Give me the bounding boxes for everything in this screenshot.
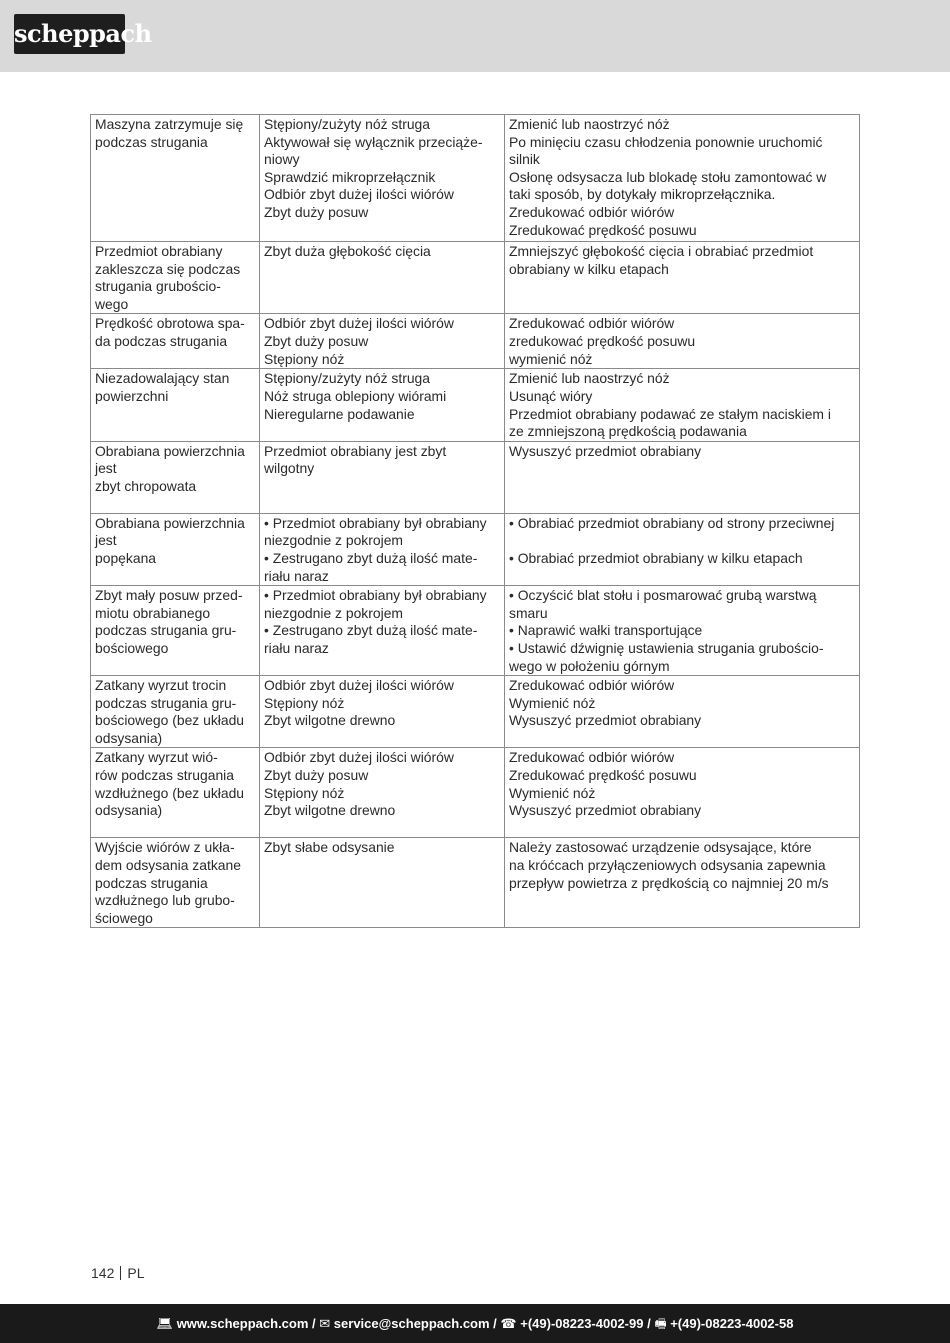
cell-line: Zredukować odbiór wiórów	[509, 677, 675, 694]
page-number-separator	[120, 1266, 121, 1280]
cell-line: popękana	[95, 549, 157, 566]
cell-line: Stępiony nóż	[264, 784, 345, 801]
cell-line	[509, 532, 855, 550]
laptop-icon: 💻︎	[156, 1316, 174, 1331]
cell-line: Prędkość obrotowa spa-	[95, 315, 245, 332]
cell-line: silnik	[509, 151, 540, 168]
cause-cell	[260, 838, 505, 928]
cell-line: zbyt chropowata	[95, 477, 197, 494]
cell-line: Nóż struga oblepiony wiórami	[264, 387, 447, 404]
cell-line: Wyjście wiórów z ukła-	[95, 839, 235, 856]
cell-line: ze zmniejszoną prędkością podawania	[509, 423, 747, 440]
cell-line: Zredukować odbiór wiórów	[509, 315, 675, 332]
table-row	[91, 838, 860, 928]
remedy-cell	[505, 441, 860, 513]
cell-line: na króćcach przyłączeniowych odsysania zapewnia	[509, 857, 826, 874]
cell-line: dem odsysania zatkane	[95, 857, 241, 874]
cell-line: Zredukować prędkość posuwu	[509, 221, 697, 238]
cell-line: Wysuszyć przedmiot obrabiany	[509, 442, 702, 459]
cell-line: strugania grubościo-	[95, 278, 221, 295]
cell-line: Przedmiot obrabiany podawać ze stałym naciskiem i	[509, 405, 831, 422]
cell-line: wego w położeniu górnym	[509, 657, 670, 674]
cell-line: da podczas strugania	[95, 332, 228, 349]
cell-line: Wymienić nóż	[509, 694, 596, 711]
cell-line: • Naprawić wałki transportujące	[509, 622, 703, 639]
page-number	[91, 1265, 144, 1281]
problem-cell	[91, 441, 260, 513]
problem-cell	[91, 676, 260, 748]
cell-line: Osłonę odsysacza lub blokadę stołu zamontować w	[509, 168, 827, 185]
cell-line: wzdłużnego lub grubo-	[95, 892, 235, 909]
cell-line: wilgotny	[264, 460, 315, 477]
cell-line: Zbyt duży posuw	[264, 332, 369, 349]
cell-line: Usunąć wióry	[509, 387, 593, 404]
table-row	[91, 586, 860, 676]
page-language: PL	[127, 1265, 145, 1281]
cell-line: Stępiony/zużyty nóż struga	[264, 370, 431, 387]
cell-line: Przedmiot obrabiany	[95, 243, 223, 259]
remedy-cell	[505, 314, 860, 369]
remedy-cell	[505, 586, 860, 676]
cell-line: Stępiony nóż	[264, 350, 345, 367]
cell-line: Zmniejszyć głębokość cięcia i obrabiać przedmiot	[509, 243, 814, 259]
cell-line: riału naraz	[264, 567, 329, 584]
remedy-cell	[505, 513, 860, 585]
cell-line: Zatkany wyrzut trocin	[95, 677, 227, 694]
cell-line: • Zestrugano zbyt dużą ilość mate-	[264, 622, 478, 639]
footer-email[interactable]: service@scheppach.com	[333, 1316, 490, 1331]
problem-cell	[91, 838, 260, 928]
phone-icon: ☎︎	[500, 1316, 517, 1331]
cell-line: Zmienić lub naostrzyć nóż	[509, 116, 670, 132]
cell-line: podczas strugania gru-	[95, 622, 237, 639]
problem-cell	[91, 314, 260, 369]
cell-line: Maszyna zatrzymuje się	[95, 116, 244, 132]
cell-line: • Obrabiać przedmiot obrabiany w kilku etapach	[509, 549, 803, 566]
cell-line: • Ustawić dźwignię ustawienia strugania grubościo-	[509, 639, 824, 656]
cell-line: rów podczas strugania	[95, 767, 234, 784]
table-row	[91, 513, 860, 585]
cell-line: Stępiony nóż	[264, 694, 345, 711]
cell-line: Obrabiana powierzchnia	[95, 442, 245, 459]
cell-line: ściowego	[95, 909, 153, 926]
cell-line: obrabiany w kilku etapach	[509, 260, 669, 277]
cause-cell	[260, 314, 505, 369]
cell-line: Zmienić lub naostrzyć nóż	[509, 370, 670, 387]
problem-cell	[91, 115, 260, 242]
cell-line: Zbyt wilgotne drewno	[264, 802, 396, 819]
page-number-value: 142	[91, 1265, 115, 1281]
remedy-cell	[505, 115, 860, 242]
cell-line: Odbiór zbyt dużej ilości wiórów	[264, 677, 454, 694]
footer-phone: +(49)-08223-4002-99	[520, 1316, 644, 1331]
problem-cell	[91, 513, 260, 585]
cell-line: Wysuszyć przedmiot obrabiany	[509, 802, 702, 819]
cell-line: odsysania)	[95, 729, 163, 746]
cell-line: Zbyt wilgotne drewno	[264, 712, 396, 729]
cell-line: • Obrabiać przedmiot obrabiany od strony przeciwnej	[509, 514, 835, 531]
remedy-cell	[505, 242, 860, 314]
remedy-cell	[505, 676, 860, 748]
cell-line: • Oczyścić blat stołu i posmarować grubą warstwą	[509, 587, 817, 604]
cause-cell	[260, 676, 505, 748]
cell-line: Zbyt mały posuw przed-	[95, 587, 243, 604]
cell-line: wymienić nóż	[509, 350, 593, 367]
cell-line: Aktywował się wyłącznik przeciąże-	[264, 133, 483, 150]
table-row	[91, 314, 860, 369]
cell-line: riału naraz	[264, 639, 329, 656]
cell-line: Wysuszyć przedmiot obrabiany	[509, 712, 702, 729]
remedy-cell	[505, 838, 860, 928]
cell-line: smaru	[509, 604, 548, 621]
cell-line: Należy zastosować urządzenie odsysające, które	[509, 839, 812, 856]
cell-line: • Przedmiot obrabiany był obrabiany	[264, 514, 487, 531]
cell-line: Obrabiana powierzchnia	[95, 514, 245, 531]
problem-cell	[91, 748, 260, 838]
cell-line: bościowego	[95, 639, 169, 656]
cell-line: zakleszcza się podczas	[95, 260, 241, 277]
cell-line: jest	[95, 460, 117, 477]
cause-cell	[260, 748, 505, 838]
cause-cell	[260, 513, 505, 585]
table-row	[91, 242, 860, 314]
cell-line: Zredukować prędkość posuwu	[509, 767, 697, 784]
cell-line: miotu obrabianego	[95, 604, 211, 621]
cell-line: • Przedmiot obrabiany był obrabiany	[264, 587, 487, 604]
problem-cell	[91, 369, 260, 441]
cell-line: zredukować prędkość posuwu	[509, 332, 696, 349]
cell-line: Zatkany wyrzut wió-	[95, 749, 218, 766]
cell-line: • Zestrugano zbyt dużą ilość mate-	[264, 549, 478, 566]
scheppach-logo: scheppach	[14, 14, 125, 54]
cause-cell	[260, 242, 505, 314]
contact-footer: 💻︎ www.scheppach.com / ✉︎ service@scheppach.com / ☎︎ +(49)-08223-4002-99 / 🖷︎ +(49)-08223-4002-58	[0, 1304, 950, 1343]
cell-line: Odbiór zbyt dużej ilości wiórów	[264, 186, 454, 203]
cell-line: podczas strugania	[95, 133, 208, 150]
cell-line: niowy	[264, 151, 300, 168]
remedy-cell	[505, 748, 860, 838]
cause-cell	[260, 369, 505, 441]
cell-line: powierzchni	[95, 387, 169, 404]
cell-line: bościowego (bez układu	[95, 712, 245, 729]
cell-line: niezgodnie z pokrojem	[264, 604, 403, 621]
cell-line: Nieregularne podawanie	[264, 405, 415, 422]
cell-line: jest	[95, 532, 117, 549]
cell-line: taki sposób, by dotykały mikroprzełącznika.	[509, 186, 776, 203]
cell-line: Stępiony/zużyty nóż struga	[264, 116, 431, 132]
fax-icon: 🖷︎	[654, 1316, 667, 1331]
mail-icon: ✉︎	[319, 1316, 331, 1331]
problem-cell	[91, 242, 260, 314]
cell-line: Zredukować odbiór wiórów	[509, 203, 675, 220]
cell-line: podczas strugania gru-	[95, 694, 237, 711]
cell-line: podczas strugania	[95, 874, 208, 891]
cell-line: Zbyt duży posuw	[264, 203, 369, 220]
cell-line: przepływ powietrza z prędkością co najmniej 20 m/s	[509, 874, 829, 891]
footer-fax: +(49)-08223-4002-58	[670, 1316, 794, 1331]
cell-line: Zbyt duży posuw	[264, 767, 369, 784]
cause-cell	[260, 441, 505, 513]
cell-line: Zbyt duża głębokość cięcia	[264, 243, 431, 259]
cell-line: Zbyt słabe odsysanie	[264, 839, 395, 856]
cell-line: Sprawdzić mikroprzełącznik	[264, 168, 436, 185]
cell-line: Niezadowalający stan	[95, 370, 230, 387]
cell-line: Po minięciu czasu chłodzenia ponownie uruchomić	[509, 133, 823, 150]
cell-line: Zredukować odbiór wiórów	[509, 749, 675, 766]
cause-cell	[260, 586, 505, 676]
footer-website[interactable]: www.scheppach.com	[176, 1316, 309, 1331]
table-row	[91, 748, 860, 838]
table-row	[91, 441, 860, 513]
cell-line: Odbiór zbyt dużej ilości wiórów	[264, 315, 454, 332]
problem-cell	[91, 586, 260, 676]
cell-line: wego	[95, 295, 129, 312]
cell-line: Przedmiot obrabiany jest zbyt	[264, 442, 447, 459]
page-header	[0, 0, 950, 72]
troubleshooting-table	[90, 114, 860, 928]
cell-line: niezgodnie z pokrojem	[264, 532, 403, 549]
cell-line: wzdłużnego (bez układu	[95, 784, 245, 801]
table-row	[91, 369, 860, 441]
cell-line: Odbiór zbyt dużej ilości wiórów	[264, 749, 454, 766]
cause-cell	[260, 115, 505, 242]
remedy-cell	[505, 369, 860, 441]
cell-line: odsysania)	[95, 802, 163, 819]
table-row	[91, 676, 860, 748]
cell-line: Wymienić nóż	[509, 784, 596, 801]
table-row	[91, 115, 860, 242]
